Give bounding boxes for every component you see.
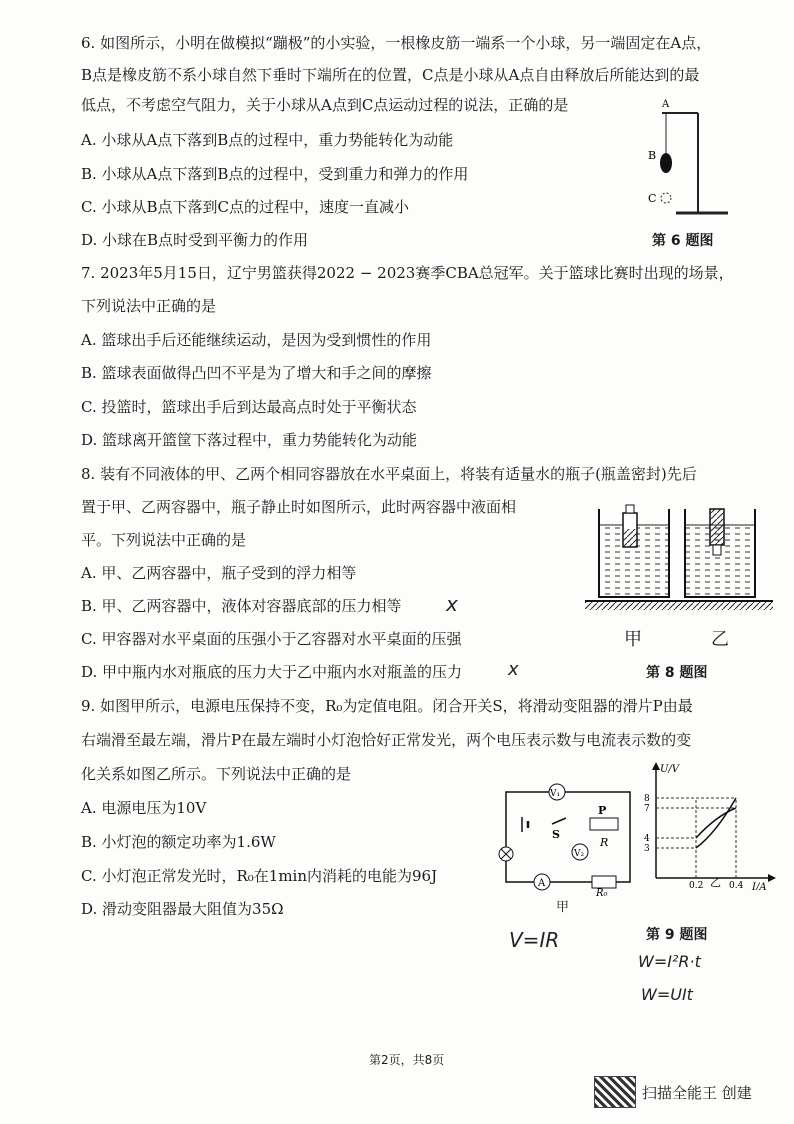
scanner-watermark (594, 1076, 752, 1108)
q9-stem-line2: 右端滑至最左端，滑片P在最左端时小灯泡恰好正常发光，两个电压表示数与电流表示数的变 (81, 731, 692, 749)
hw-formula-2: W=I²R·t (638, 952, 701, 971)
svg-text:乙: 乙 (710, 876, 721, 889)
svg-text:U/V: U/V (660, 764, 680, 775)
q8-option-a: A. 甲、乙两容器中，瓶子受到的浮力相等 (81, 564, 357, 582)
q9-ytick: 8 (644, 794, 650, 804)
svg-text:V₂: V₂ (574, 849, 585, 859)
q9-rheostat (590, 818, 618, 830)
q9-switch (552, 818, 566, 824)
q6-option-d: D. 小球在B点时受到平衡力的作用 (81, 231, 309, 249)
q7-stem-line1: 7. 2023年5月15日，辽宁男篮获得2022 − 2023赛季CBA总冠军。关于篮球比赛时出现的场景， (81, 264, 734, 282)
q6-option-c: C. 小球从B点下落到C点的过程中，速度一直减小 (81, 198, 409, 216)
q9-circuit (492, 772, 642, 897)
svg-text:S: S (552, 828, 560, 841)
q9-option-d: D. 滑动变阻器最大阻值为35Ω (81, 900, 284, 918)
q9-stem-line1: 9. 如图甲所示，电源电压保持不变，R₀为定值电阻。闭合开关S，将滑动变阻器的滑片P由最 (81, 697, 693, 715)
q6-caption: 第 6 题图 (652, 233, 714, 249)
q9-ytick: 4 (644, 834, 650, 844)
q8-mark-d: x (508, 659, 519, 680)
q6-option-b: B. 小球从A点下落到B点的过程中，受到重力和弹力的作用 (81, 165, 469, 183)
q9-xtick: 0.4 (729, 881, 744, 890)
q9-option-a: A. 电源电压为10V (81, 799, 207, 817)
hw-formula-3: W=UIt (641, 985, 693, 1004)
q6-stem-line2: B点是橡皮筋不系小球自然下垂时下端所在的位置，C点是小球从A点自由释放后所能达到的最 (81, 66, 700, 84)
svg-text:V₁: V₁ (550, 789, 561, 799)
q8-figure (585, 495, 775, 615)
q8-label-jia: 甲 (624, 629, 642, 650)
q6-figure (640, 95, 740, 220)
svg-text:I/A: I/A (752, 882, 767, 890)
q6-label-b: B (648, 149, 657, 162)
q6-stem-line1: 6. 如图所示，小明在做模拟“蹦极”的小实验，一根橡皮筋一端系一个小球，另一端固定在A点， (81, 34, 712, 52)
svg-text:P: P (598, 804, 607, 817)
q9-stem-line3: 化关系如图乙所示。下列说法中正确的是 (81, 765, 352, 783)
q8-stem-line2: 置于甲、乙两容器中，瓶子静止时如图所示，此时两容器中液面相 (81, 498, 517, 516)
svg-text:R: R (600, 836, 609, 849)
q7-option-b: B. 篮球表面做得凸凹不平是为了增大和手之间的摩擦 (81, 364, 432, 382)
q8-stem-line1: 8. 装有不同液体的甲、乙两个相同容器放在水平桌面上，将装有适量水的瓶子(瓶盖密封)先后 (81, 465, 697, 483)
q6-ball (660, 153, 672, 173)
q6-label-c: C (648, 192, 657, 205)
q6-label-a: A (662, 99, 670, 110)
q9-option-b: B. 小灯泡的额定功率为1.6W (81, 833, 276, 851)
q7-option-d: D. 篮球离开篮筐下落过程中，重力势能转化为动能 (81, 431, 418, 449)
q9-caption: 第 9 题图 (646, 927, 708, 943)
scanner-text: 扫描全能王 创建 (642, 1083, 752, 1102)
q8-mark-b: x (446, 592, 458, 616)
q7-option-a: A. 篮球出手后还能继续运动，是因为受到惯性的作用 (81, 331, 432, 349)
q9-graph-curve-lamp (696, 798, 736, 848)
q9-xtick: 0.2 (689, 881, 704, 890)
q9-ytick: 7 (644, 804, 650, 814)
q8-caption: 第 8 题图 (646, 665, 708, 681)
q9-graph (640, 760, 785, 890)
q8-label-yi: 乙 (711, 629, 729, 650)
q8-option-c: C. 甲容器对水平桌面的压强小于乙容器对水平桌面的压强 (81, 630, 462, 648)
q6-option-a: A. 小球从A点下落到B点的过程中，重力势能转化为动能 (81, 131, 454, 149)
q8-option-d: D. 甲中瓶内水对瓶底的压力大于乙中瓶内水对瓶盖的压力 (81, 663, 463, 681)
qr-code-icon (594, 1076, 636, 1108)
q8-option-b: B. 甲、乙两容器中，液体对容器底部的压力相等 (81, 597, 402, 615)
q9-r0 (592, 876, 616, 888)
q7-option-c: C. 投篮时，篮球出手后到达最高点时处于平衡状态 (81, 398, 417, 416)
q9-circuit-label: 甲 (556, 900, 570, 915)
q9-graph-curve-rheostat (696, 808, 736, 838)
q9-ytick: 3 (644, 844, 650, 854)
q9-option-c: C. 小灯泡正常发光时，R₀在1min内消耗的电能为96J (81, 867, 438, 885)
svg-text:R₀: R₀ (596, 888, 608, 897)
q8-stem-line3: 平。下列说法中正确的是 (81, 531, 247, 549)
q7-stem-line2: 下列说法中正确的是 (81, 297, 217, 315)
hw-formula-1: V=IR (509, 928, 560, 952)
page-number: 第2页，共8页 (369, 1053, 445, 1067)
q6-stem-line3: 低点，不考虑空气阻力，关于小球从A点到C点运动过程的说法，正确的是 (81, 96, 569, 114)
svg-text:A: A (538, 878, 546, 889)
